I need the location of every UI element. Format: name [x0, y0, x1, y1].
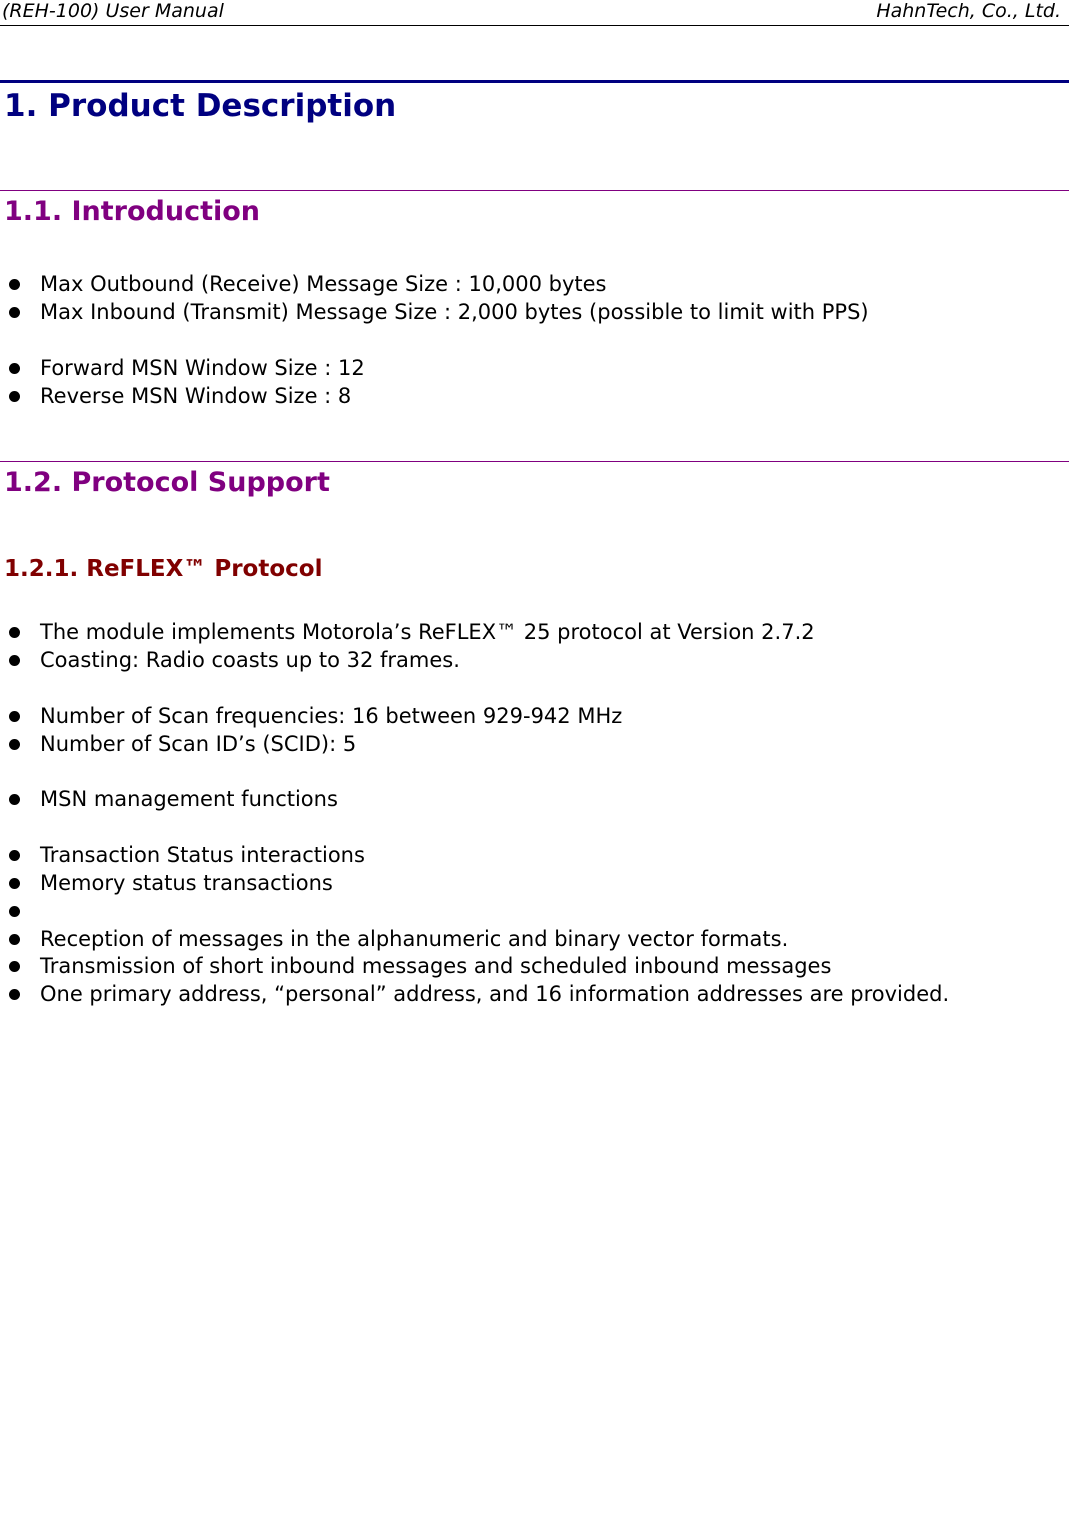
introduction-heading: 1.1. Introduction [4, 196, 261, 227]
list-item-text: One primary address, “personal” address, and 16 information addresses are provided. [40, 982, 950, 1006]
list-item-text: Forward MSN Window Size : 12 [40, 356, 365, 380]
protocol-support-heading: 1.2. Protocol Support [4, 467, 330, 498]
list-item [0, 898, 1069, 926]
bullet-dot-icon [9, 878, 20, 889]
bullet-dot-icon [9, 739, 20, 750]
introduction-divider [0, 190, 1069, 191]
list-item-text: Number of Scan ID’s (SCID): 5 [40, 732, 357, 756]
list-item-text: Reception of messages in the alphanumeric and binary vector formats. [40, 927, 789, 951]
list-item-text: Transmission of short inbound messages and scheduled inbound messages [40, 954, 832, 978]
bullet-dot-icon [9, 391, 20, 402]
chapter-divider [0, 80, 1069, 83]
list-item [0, 355, 1069, 383]
list-item [0, 953, 1069, 981]
bullet-dot-icon [9, 934, 20, 945]
list-item-text: Reverse MSN Window Size : 8 [40, 384, 352, 408]
list-item [0, 731, 1069, 759]
list-item [0, 786, 1069, 814]
list-item-text: Coasting: Radio coasts up to 32 frames. [40, 648, 460, 672]
list-item-text: Memory status transactions [40, 871, 333, 895]
page-header [0, 0, 1069, 26]
list-item-text: Number of Scan frequencies: 16 between 929-942 MHz [40, 704, 623, 728]
bullet-dot-icon [9, 906, 20, 917]
list-item [0, 981, 1069, 1009]
header-company-name: HahnTech, Co., Ltd. [876, 0, 1061, 22]
bullet-dot-icon [9, 307, 20, 318]
bullet-dot-icon [9, 794, 20, 805]
bullet-dot-icon [9, 363, 20, 374]
list-item [0, 619, 1069, 647]
bullet-dot-icon [9, 989, 20, 1000]
bullet-dot-icon [9, 961, 20, 972]
list-item-text: Transaction Status interactions [40, 843, 365, 867]
list-item [0, 383, 1069, 411]
protocol-support-divider [0, 461, 1069, 462]
list-item-text: The module implements Motorola’s ReFLEX™ 25 protocol at Version 2.7.2 [40, 620, 815, 644]
bullet-dot-icon [9, 711, 20, 722]
list-item-text: Max Inbound (Transmit) Message Size : 2,000 bytes (possible to limit with PPS) [40, 300, 869, 324]
list-item [0, 299, 1069, 327]
bullet-dot-icon [9, 627, 20, 638]
list-item-text: Max Outbound (Receive) Message Size : 10,000 bytes [40, 272, 607, 296]
reflex-protocol-heading: 1.2.1. ReFLEX™ Protocol [4, 556, 323, 582]
list-item [0, 271, 1069, 299]
list-item [0, 870, 1069, 898]
bullet-dot-icon [9, 655, 20, 666]
bullet-dot-icon [9, 850, 20, 861]
list-item-text: MSN management functions [40, 787, 338, 811]
chapter-title: 1. Product Description [4, 88, 397, 124]
bullet-dot-icon [9, 279, 20, 290]
list-item [0, 842, 1069, 870]
list-item [0, 926, 1069, 954]
list-item [0, 703, 1069, 731]
header-manual-title: (REH-100) User Manual [2, 0, 224, 22]
list-item [0, 647, 1069, 675]
